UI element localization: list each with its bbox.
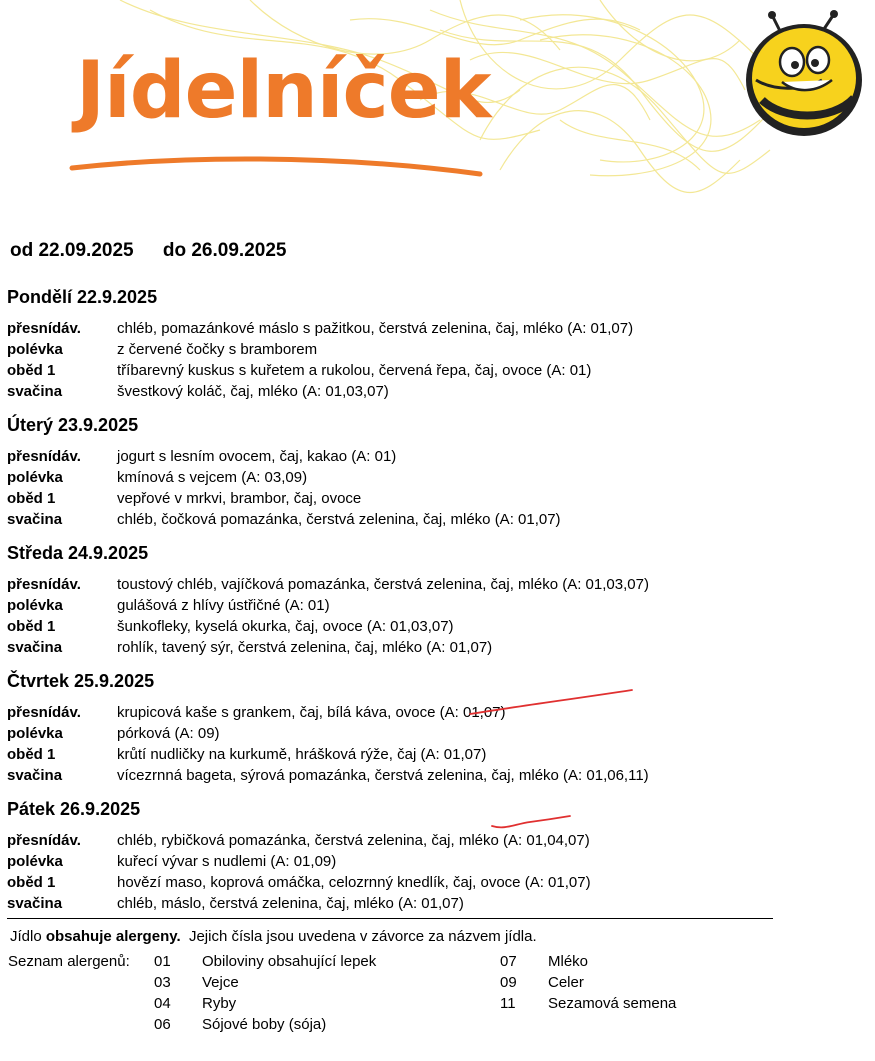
meal-value: chléb, čočková pomazánka, čerstvá zelenina, čaj, mléko (A: 01,07): [117, 511, 561, 528]
allergen-code: 07: [500, 953, 517, 970]
meal-label: svačina: [7, 895, 63, 912]
date-range: [10, 240, 310, 262]
meal-value: krůtí nudličky na kurkumě, hrášková rýže, čaj (A: 01,07): [117, 746, 487, 763]
divider: [7, 918, 773, 919]
meal-label: přesnídáv.: [7, 448, 81, 465]
meal-label: polévka: [7, 341, 63, 358]
allergen-item: [500, 995, 676, 1012]
allergen-code: 04: [154, 995, 171, 1012]
allergen-list-label: Seznam alergenů:: [8, 953, 130, 970]
note-bold: obsahuje alergeny.: [45, 928, 181, 945]
meal-label: oběd 1: [7, 490, 56, 507]
day-tuesday: [7, 414, 767, 530]
meal-value: jogurt s lesním ovocem, čaj, kakao (A: 01): [117, 448, 397, 465]
day-title: Úterý 23.9.2025: [7, 415, 139, 435]
meal-label: oběd 1: [7, 618, 56, 635]
meal-label: polévka: [7, 597, 63, 614]
meal-row: [7, 509, 767, 530]
menu-title: Jídelníček: [76, 46, 491, 136]
day-wednesday: [7, 542, 767, 658]
allergen-note: [10, 928, 537, 945]
meal-row: [7, 467, 767, 488]
note-prefix: Jídlo: [10, 928, 46, 945]
day-thursday: [7, 670, 767, 786]
allergen-item: [500, 953, 588, 970]
meal-label: přesnídáv.: [7, 832, 81, 849]
meal-row: [7, 702, 767, 723]
meal-value: pórková (A: 09): [117, 725, 220, 742]
meal-label: svačina: [7, 511, 63, 528]
meal-value: chléb, pomazánkové máslo s pažitkou, čerstvá zelenina, čaj, mléko (A: 01,07): [117, 320, 634, 337]
meal-row: [7, 360, 767, 381]
allergen-name: Ryby: [202, 995, 237, 1012]
meal-label: oběd 1: [7, 874, 56, 891]
allergen-code: 09: [500, 974, 517, 991]
meal-label: oběd 1: [7, 746, 56, 763]
meal-value: z červené čočky s bramborem: [117, 341, 318, 358]
meal-value: tříbarevný kuskus s kuřetem a rukolou, červená řepa, čaj, ovoce (A: 01): [117, 362, 592, 379]
note-suffix: Jejich čísla jsou uvedena v závorce za názvem jídla.: [180, 928, 537, 945]
meal-row: [7, 872, 767, 893]
allergen-name: Celer: [548, 974, 584, 991]
meal-label: polévka: [7, 725, 63, 742]
meal-row: [7, 830, 767, 851]
meal-row: [7, 446, 767, 467]
meal-row: [7, 318, 767, 339]
day-title: Pondělí 22.9.2025: [7, 287, 158, 307]
meal-value: rohlík, tavený sýr, čerstvá zelenina, čaj, mléko (A: 01,07): [117, 639, 493, 656]
allergen-code: 11: [500, 995, 516, 1012]
allergen-item: [154, 995, 236, 1012]
meal-row: [7, 574, 767, 595]
date-to: do 26.09.2025: [162, 240, 287, 261]
meal-label: polévka: [7, 469, 63, 486]
meal-value: kuřecí vývar s nudlemi (A: 01,09): [117, 853, 337, 870]
allergen-code: 01: [154, 953, 171, 970]
meal-row: [7, 851, 767, 872]
bee-mascot-icon: [742, 10, 867, 140]
meal-value: hovězí maso, koprová omáčka, celozrnný knedlík, čaj, ovoce (A: 01,07): [117, 874, 591, 891]
meal-value: vícezrnná bageta, sýrová pomazánka, čerstvá zelenina, čaj, mléko (A: 01,06,11): [117, 767, 649, 784]
meal-value: toustový chléb, vajíčková pomazánka, čerstvá zelenina, čaj, mléko (A: 01,03,07): [117, 576, 649, 593]
allergen-item: [500, 974, 584, 991]
meal-row: [7, 339, 767, 360]
allergen-name: Obiloviny obsahující lepek: [202, 953, 377, 970]
meal-row: [7, 381, 767, 402]
meal-label: svačina: [7, 767, 63, 784]
meal-value: kmínová s vejcem (A: 03,09): [117, 469, 308, 486]
allergen-item: [154, 953, 376, 970]
meal-row: [7, 744, 767, 765]
day-monday: [7, 286, 767, 402]
meal-label: svačina: [7, 639, 63, 656]
meal-value: chléb, máslo, čerstvá zelenina, čaj, mléko (A: 01,07): [117, 895, 464, 912]
allergen-name: Sezamová semena: [548, 995, 677, 1012]
allergen-code: 03: [154, 974, 171, 991]
meal-value: krupicová kaše s grankem, čaj, bílá káva, ovoce (A: 01,07): [117, 704, 506, 721]
date-from: od 22.09.2025: [10, 240, 134, 261]
meal-value: chléb, rybičková pomazánka, čerstvá zelenina, čaj, mléko (A: 01,04,07): [117, 832, 590, 849]
allergen-name: Sójové boby (sója): [202, 1016, 327, 1033]
meal-row: [7, 488, 767, 509]
meal-row: [7, 616, 767, 637]
meal-row: [7, 637, 767, 658]
meal-value: vepřové v mrkvi, brambor, čaj, ovoce: [117, 490, 362, 507]
meal-label: přesnídáv.: [7, 320, 81, 337]
day-title: Čtvrtek 25.9.2025: [7, 671, 155, 691]
allergen-code: 06: [154, 1016, 171, 1033]
allergen-item: [154, 974, 239, 991]
day-title: Pátek 26.9.2025: [7, 799, 141, 819]
meal-row: [7, 723, 767, 744]
meal-value: gulášová z hlívy ústřičné (A: 01): [117, 597, 330, 614]
day-friday: [7, 798, 767, 914]
meal-label: přesnídáv.: [7, 704, 81, 721]
header: [0, 0, 875, 200]
meal-label: polévka: [7, 853, 63, 870]
allergen-name: Mléko: [548, 953, 589, 970]
meal-row: [7, 595, 767, 616]
meal-label: svačina: [7, 383, 63, 400]
day-title: Středa 24.9.2025: [7, 543, 149, 563]
allergen-item: [154, 1016, 326, 1033]
meal-row: [7, 765, 767, 786]
meal-label: přesnídáv.: [7, 576, 81, 593]
meal-label: oběd 1: [7, 362, 56, 379]
allergen-name: Vejce: [202, 974, 239, 991]
meal-value: šunkofleky, kyselá okurka, čaj, ovoce (A: 01,03,07): [117, 618, 454, 635]
meal-row: [7, 893, 767, 914]
meal-value: švestkový koláč, čaj, mléko (A: 01,03,07): [117, 383, 389, 400]
